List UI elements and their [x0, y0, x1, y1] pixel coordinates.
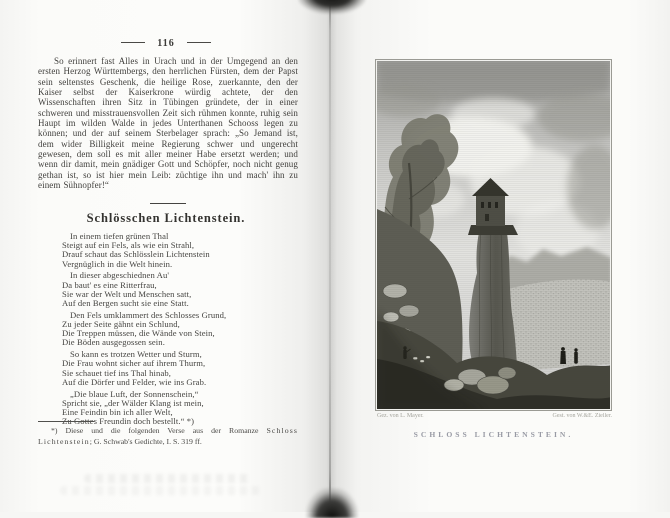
footnote-rule: [38, 421, 94, 422]
page-number: 116: [157, 38, 175, 49]
header-rule-right: [187, 42, 211, 43]
poem-line: Eine Feindin bin ich aller Welt,: [62, 407, 173, 418]
poem-line: Die Treppen müssen, die Wände von Stein,: [62, 328, 215, 339]
poem-line: Sie schauet tief ins Thal hinab,: [62, 367, 172, 378]
poem-line: In einem tiefen grünen Thal: [70, 231, 169, 241]
poem-line: „Die blaue Luft, der Sonnenschein,“: [70, 388, 199, 399]
poem-line: Auf die Dörfer und Felder, wie ins Grab.: [62, 376, 207, 387]
footnote-marker: *): [51, 426, 66, 435]
poem-stanza: [62, 350, 226, 387]
poem-line: Die Frau wohnt sicher auf ihrem Thurm,: [62, 358, 206, 369]
poem-line: Sie war der Welt und Menschen satt,: [62, 288, 192, 299]
poem-line: Zu Gottes Freundin doch bestellt.“ *): [62, 416, 195, 427]
poem-stanza: [62, 271, 226, 308]
book-gutter-top-shadow: [298, 0, 366, 14]
footnote-spaced-title: Schloss Lichtenstein: [38, 426, 298, 446]
poem-line: Zu jeder Seite gähnt ein Schlund,: [62, 319, 180, 330]
page-showthrough: [60, 486, 260, 495]
poem-stanza: [62, 232, 226, 269]
engraving-credit-engraver: Gest. von W.&E. Zieller.: [552, 413, 612, 419]
poem-line: In dieser abgeschiednen Au': [70, 270, 169, 281]
poem-line: So kann es trotzen Wetter und Sturm,: [70, 349, 202, 360]
poem-line: Die Böden ausgegossen sein.: [62, 337, 165, 348]
page-showthrough: [84, 474, 252, 483]
section-heading: Schlösschen Lichtenstein.: [86, 211, 246, 225]
poem-line: Auf den Bergen sucht sie eine Statt.: [62, 298, 189, 309]
engraving-credit-artist: Gez. von L. Mayer.: [377, 413, 424, 419]
poem: [62, 232, 226, 429]
engraving-caption: SCHLOSS LICHTENSTEIN.: [413, 430, 574, 439]
page-header: [0, 33, 332, 51]
footnote-text: Diese und die folgenden Verse aus der Romanze: [65, 426, 267, 435]
footnote-text: ; G. Schwab's Gedichte, I. S. 319 ff.: [89, 436, 202, 446]
poem-line: Vergnüglich in die Welt hinein.: [62, 258, 173, 269]
footnote: [38, 426, 298, 447]
engraving-plate: [375, 59, 612, 411]
poem-stanza: [62, 311, 226, 348]
poem-line: Spricht sie, „der Wälder Klang ist mein,: [62, 397, 204, 408]
header-rule-left: [121, 42, 145, 43]
section-divider-rule: [150, 203, 186, 204]
book-gutter: [329, 0, 331, 512]
book-gutter-bottom-shadow: [306, 488, 358, 518]
castle-engraving-illustration: [375, 59, 612, 411]
body-paragraph: So erinnert fast Alles in Urach und in der Umgegend an den ersten Herzog Württembergs, den herrlichen Fürsten, dem der Papst sein seltenstes Geschenk, die heilige Rose, zuerkannte, den der Kaiser selbst der Kaiserkrone würdig achtete, der den Wissenschaften ihren Sitz in Tübingen gründete, der in einer schweren und misstrauensvollen Zeit sich rühmen konnte, ruhig sein Haupt im wilden Walde in jedes Unterthanen Schooss legen zu können; und der auf seinem Sterbelager sprach: „So Jemand ist, dem wider Billigkeit meine Regierung schwer und ungerecht gewesen, dem soll es mit aller meiner Habe ersetzt werden; und wenn dir damit, mein gnädiger Gott und Schöpfer, noch nicht genug gethan ist, so ist hier mein Leib: züchtige ihn und mach' ihn zu einem Sühnopfer!“: [38, 56, 298, 191]
poem-line: Da baut' es eine Ritterfrau,: [62, 279, 157, 290]
book-page-left: [0, 0, 330, 512]
poem-line: Steigt auf ein Fels, als wie ein Strahl,: [62, 240, 195, 251]
poem-line: Drauf schaut das Schlösslein Lichtenstein: [62, 249, 210, 260]
poem-line: Den Fels umklammert des Schlosses Grund,: [70, 309, 227, 320]
